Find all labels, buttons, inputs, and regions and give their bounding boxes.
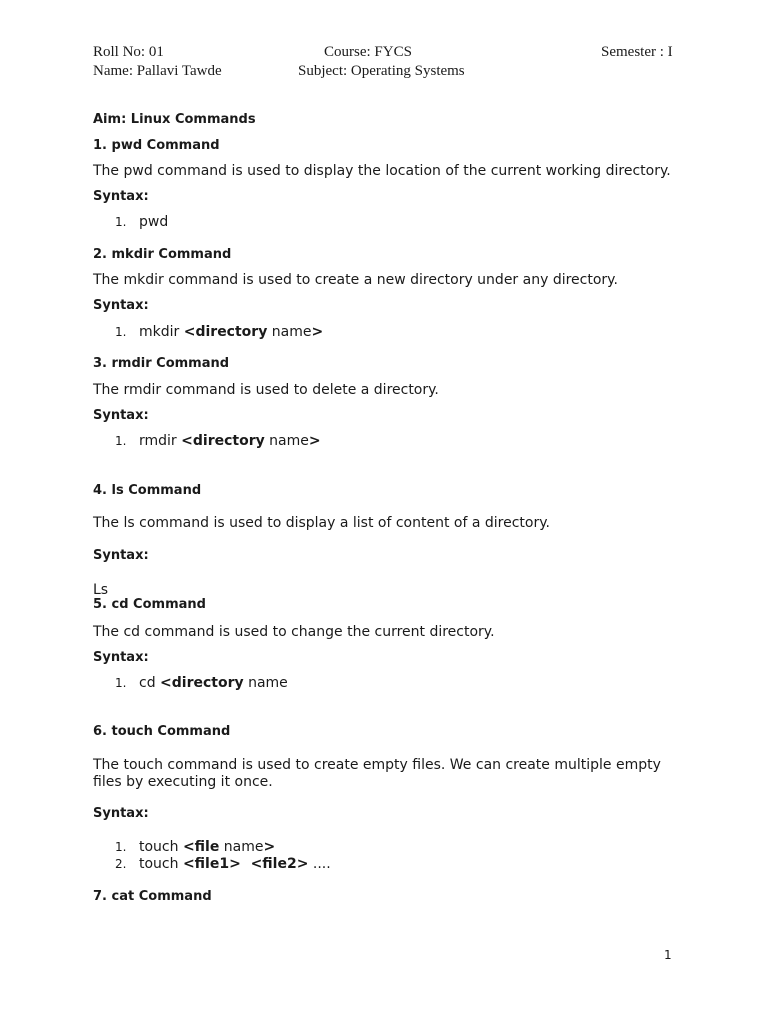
- list-number: 1.: [115, 840, 127, 854]
- section-description: The mkdir command is used to create a new directory under any directory.: [93, 272, 618, 288]
- syntax-item: [115, 214, 168, 231]
- list-number: 1.: [115, 215, 127, 229]
- command-arg: <directory: [160, 675, 244, 691]
- command-arg-close: >: [308, 433, 321, 449]
- command-arg-rest: name: [267, 324, 312, 340]
- command-arg-rest: name: [243, 675, 288, 691]
- command-arg-rest: ....: [308, 856, 331, 872]
- syntax-label: Syntax:: [93, 408, 149, 423]
- command-arg: <directory: [183, 324, 268, 340]
- list-number: 2.: [115, 857, 127, 871]
- syntax-label: Syntax:: [93, 189, 149, 204]
- roll-number: Roll No: 01: [93, 44, 164, 60]
- command-text: pwd: [139, 214, 169, 230]
- syntax-item: [115, 856, 331, 873]
- section-title: 6. touch Command: [93, 724, 231, 739]
- list-number: 1.: [115, 434, 127, 448]
- section-title: 2. mkdir Command: [93, 247, 232, 262]
- command-arg: <file1> <file2>: [182, 856, 309, 872]
- section-title: 3. rmdir Command: [93, 356, 230, 371]
- command-text: touch: [139, 856, 183, 872]
- section-description: The ls command is used to display a list of content of a directory.: [93, 515, 550, 531]
- command-arg-rest: name: [264, 433, 309, 449]
- command-text: rmdir: [139, 433, 182, 449]
- list-number: 1.: [115, 676, 127, 690]
- syntax-label: Syntax:: [93, 650, 149, 665]
- section-description: The touch command is used to create empty files. We can create multiple empty files by executing it once.: [93, 757, 661, 790]
- list-number: 1.: [115, 325, 127, 339]
- command-arg: <file: [182, 839, 220, 855]
- subject: Subject: Operating Systems: [298, 63, 465, 79]
- command-text: touch: [139, 839, 183, 855]
- command-arg: <directory: [181, 433, 265, 449]
- page-number: 1: [664, 948, 672, 962]
- syntax-item: [115, 839, 275, 856]
- command-text: cd: [139, 675, 161, 691]
- section-description: The rmdir command is used to delete a directory.: [93, 382, 439, 398]
- section-description: The cd command is used to change the current directory.: [93, 624, 495, 640]
- section-title: 4. ls Command: [93, 483, 202, 498]
- aim-heading: Aim: Linux Commands: [93, 112, 256, 127]
- syntax-item: [115, 324, 323, 341]
- command-arg-close: >: [311, 324, 324, 340]
- command-arg-rest: name: [219, 839, 264, 855]
- command-arg-close: >: [263, 839, 276, 855]
- section-title: 1. pwd Command: [93, 138, 220, 153]
- course: Course: FYCS: [324, 44, 412, 60]
- syntax-item: [115, 433, 321, 450]
- section-title: 5. cd Command: [93, 597, 206, 612]
- semester: Semester : I: [601, 44, 673, 60]
- command-text: mkdir: [139, 324, 184, 340]
- section-description: The pwd command is used to display the location of the current working directory.: [93, 163, 671, 179]
- syntax-label: Syntax:: [93, 298, 149, 313]
- student-name: Name: Pallavi Tawde: [93, 63, 222, 79]
- syntax-label: Syntax:: [93, 548, 149, 563]
- syntax-item: [115, 675, 288, 692]
- syntax-label: Syntax:: [93, 806, 149, 821]
- section-title: 7. cat Command: [93, 889, 212, 904]
- command-text: Ls: [93, 582, 109, 598]
